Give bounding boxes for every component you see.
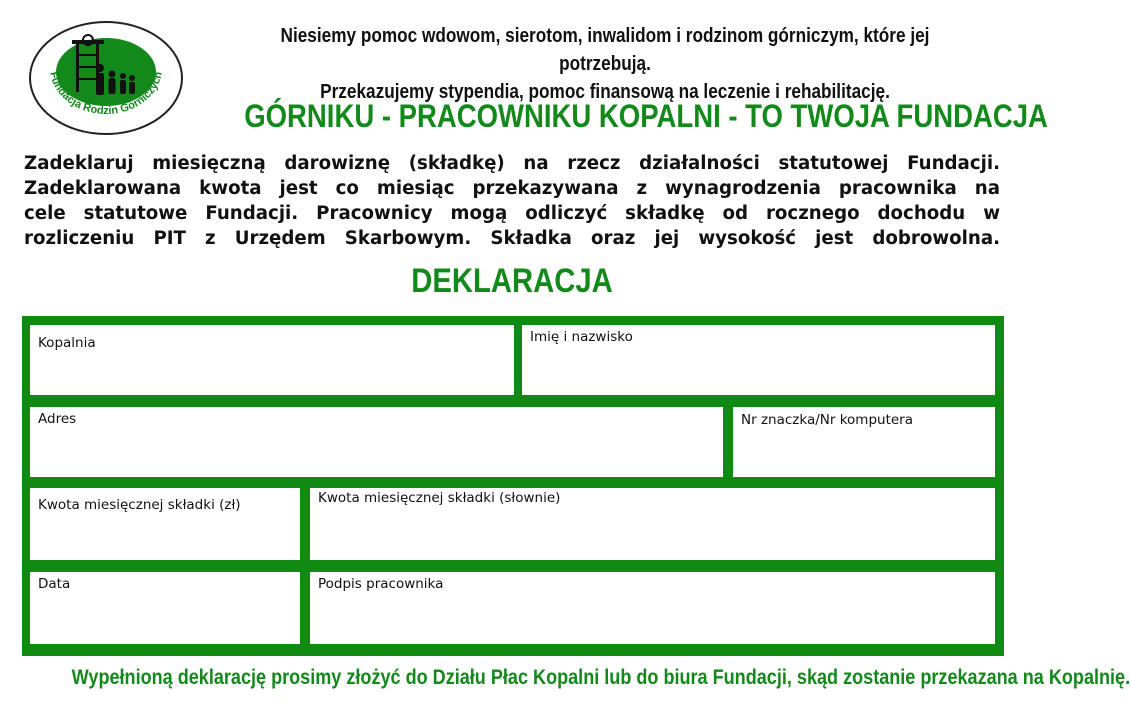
- body-line-3: cele statutowe Fundacji. Pracownicy mogą odliczyć składkę od rocznego dochodu w: [24, 203, 1000, 224]
- field-imie-nazwisko-label: Imię i nazwisko: [530, 329, 633, 345]
- field-podpis-label: Podpis pracownika: [318, 576, 444, 592]
- field-nr-znaczka-label: Nr znaczka/Nr komputera: [741, 412, 913, 428]
- intro-text: [248, 22, 962, 106]
- body-line-4: rozliczeniu PIT z Urzędem Skarbowym. Składka oraz jej wysokość jest dobrowolna.: [24, 228, 1000, 249]
- field-adres-label: Adres: [38, 411, 77, 427]
- logo-text: Fundacja Rodzin Górniczych: [47, 70, 165, 118]
- field-data[interactable]: [30, 572, 300, 644]
- field-adres[interactable]: [30, 407, 723, 477]
- body-line-1: Zadeklaruj miesięczną darowiznę (składkę) na rzecz działalności statutowej Fundacji.: [24, 153, 1000, 174]
- headline: GÓRNIKU - PRACOWNIKU KOPALNI - TO TWOJA FUNDACJA: [244, 98, 1048, 134]
- field-kwota-slownie[interactable]: [310, 488, 995, 560]
- intro-line-2: Przekazujemy stypendia, pomoc finansową na leczenie i rehabilitację.: [320, 81, 890, 103]
- footer-note: Wypełnioną deklarację prosimy złożyć do Działu Płac Kopalni lub do biura Fundacji, skąd zostanie przekazana na Kopalnię.: [71, 666, 1130, 689]
- field-kwota-zl-label: Kwota miesięcznej składki (zł): [38, 497, 241, 513]
- field-imie-nazwisko[interactable]: [522, 325, 995, 395]
- field-podpis[interactable]: [310, 572, 995, 644]
- declaration-title: DEKLARACJA: [411, 262, 613, 300]
- field-data-label: Data: [38, 576, 71, 592]
- field-kwota-slownie-label: Kwota miesięcznej składki (słownie): [318, 490, 561, 506]
- field-kopalnia[interactable]: [30, 325, 514, 395]
- field-kopalnia-label: Kopalnia: [38, 335, 96, 351]
- body-line-2: Zadeklarowana kwota jest co miesiąc przekazywana z wynagrodzenia pracownika na: [24, 178, 1000, 199]
- foundation-logo: [28, 20, 184, 136]
- field-kwota-zl[interactable]: [30, 488, 300, 560]
- body-paragraph: [24, 151, 1000, 251]
- intro-line-1: Niesiemy pomoc wdowom, sierotom, inwalidom i rodzinom górniczym, które jej potrzebują.: [280, 25, 930, 75]
- field-nr-znaczka[interactable]: [733, 407, 995, 477]
- declaration-form: [22, 316, 1004, 656]
